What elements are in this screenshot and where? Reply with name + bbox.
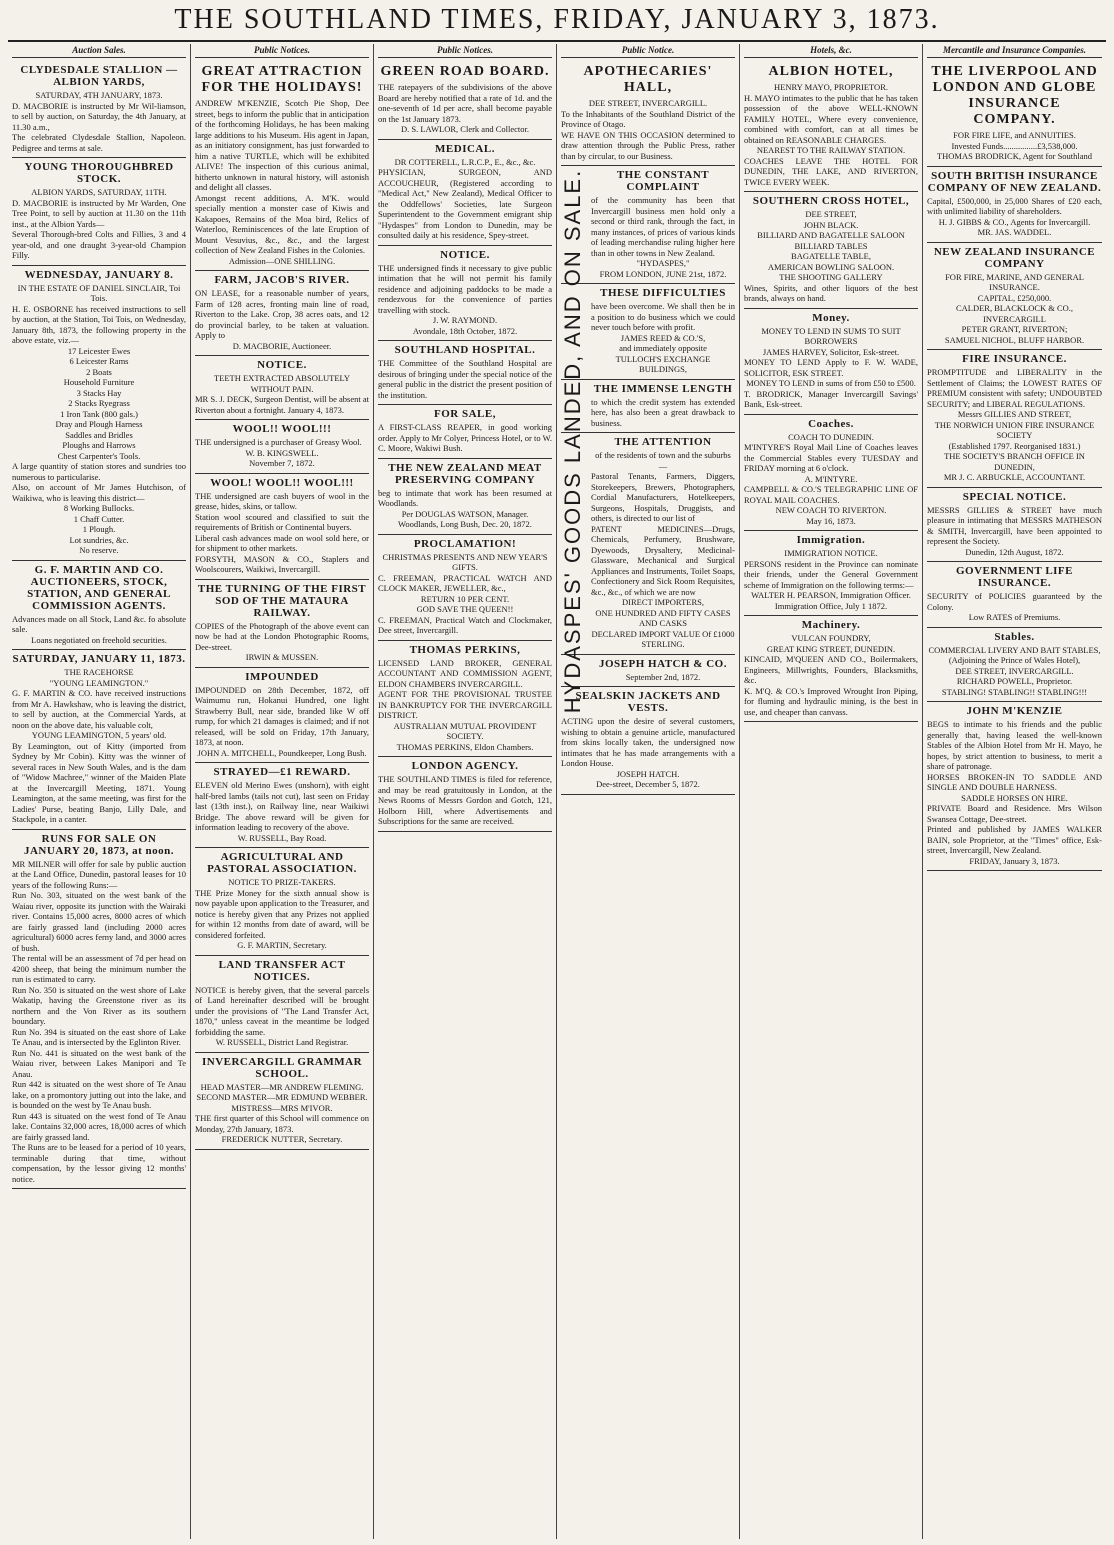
advertisement-line: MONEY TO LEND Apply to F. W. WADE, SOLICITOR, ESK STREET. bbox=[744, 357, 918, 378]
advertisement-line: DEE STREET, INVERCARGILL. bbox=[955, 665, 1074, 676]
advertisement-line: THE Committee of the Southland Hospital are desirous of bringing under the special notice of the general public in the district the present position of the institution. bbox=[378, 358, 552, 400]
advertisement-line: Capital, £500,000, in 25,000 Shares of £20 each, with unlimited liability of shareholders. bbox=[927, 195, 1102, 216]
advertisement-title: WOOL!! WOOL!!! bbox=[232, 423, 332, 435]
advertisement bbox=[12, 61, 186, 158]
advertisement-line: Per DOUGLAS WATSON, Manager. bbox=[401, 508, 529, 519]
advertisement-line: MR. JAS. WADDEL. bbox=[977, 227, 1052, 237]
advertisement-line: The rental will be an assessment of 7d per head on 4200 sheep, that being the minimum number the run is estimated to carry. bbox=[12, 953, 186, 984]
advertisement bbox=[744, 531, 918, 616]
advertisement-line: 6 Leicester Rams bbox=[69, 356, 129, 366]
advertisement-title: THE TURNING OF THE FIRST SOD OF THE MATAURA RAILWAY. bbox=[197, 582, 367, 619]
advertisement-line: FROM LONDON, JUNE 21st, 1872. bbox=[599, 268, 727, 279]
advertisement-line: H. MAYO intimates to the public that he has taken possession of the above WELL-KNOWN FAMILY HOTEL, Where every convenience, combined with comfort, can at all times be obtained on REASONABLE CHARGES. bbox=[744, 92, 918, 145]
advertisement-line: THE undersigned is a purchaser of Greasy Wool. bbox=[195, 437, 362, 447]
advertisement-line: W. RUSSELL, Bay Road. bbox=[237, 832, 327, 843]
advertisement-line: STABLING! STABLING!! STABLING!!! bbox=[941, 686, 1088, 697]
advertisement-line: "YOUNG LEAMINGTON." bbox=[49, 677, 149, 688]
advertisement-title: SOUTHERN CROSS HOTEL, bbox=[752, 195, 910, 207]
advertisement bbox=[744, 192, 918, 309]
advertisement bbox=[195, 1053, 369, 1150]
advertisement bbox=[378, 757, 552, 832]
column-5 bbox=[740, 44, 923, 1539]
advertisement-line: 1 Chaff Cutter. bbox=[73, 513, 125, 524]
advertisement-line: AGENT FOR THE PROVISIONAL TRUSTEE IN BANKRUPTCY FOR THE INVERCARGILL DISTRICT. bbox=[378, 689, 552, 720]
advertisement-line: The celebrated Clydesdale Stallion, Napoleon. Pedigree and terms at sale. bbox=[12, 132, 186, 153]
advertisement-line: Dee-street, December 5, 1872. bbox=[596, 779, 700, 789]
advertisement-line: JAMES HARVEY, Solicitor, Esk-street. bbox=[762, 346, 900, 357]
advertisement-line: WALTER H. PEARSON, Immigration Officer. bbox=[751, 590, 911, 600]
advertisement-line: THE ratepayers of the subdivisions of the above Board are hereby notified that a rate of 1d. and the one-seventh of 1d per acre, shall become payable on the 1st January 1873. bbox=[378, 82, 552, 124]
advertisement-line: CAPITAL, £250,000. bbox=[977, 292, 1052, 303]
advertisement-line: THE SOCIETY'S BRANCH OFFICE IN DUNEDIN, bbox=[944, 451, 1085, 472]
advertisement-line: MR S. J. DECK, Surgeon Dentist, will be absent at Riverton about a fortnight. January 4, 1873. bbox=[195, 394, 369, 415]
advertisement-line: Lot sundries, &c. bbox=[69, 534, 129, 545]
advertisement-line: CALDER, BLACKLOCK & CO., INVERCARGILL bbox=[955, 303, 1074, 324]
advertisement-line: Loans negotiated on freehold securities. bbox=[31, 634, 167, 645]
advertisement-title: JOHN M'KENZIE bbox=[966, 705, 1063, 717]
advertisement-title: Immigration. bbox=[796, 534, 866, 546]
advertisement-title: MEDICAL. bbox=[435, 142, 495, 155]
advertisement-title: THESE DIFFICULTIES bbox=[600, 287, 726, 299]
advertisement-line: A. M'INTYRE. bbox=[804, 473, 858, 484]
advertisement-line: Household Furniture bbox=[63, 377, 135, 387]
advertisement-line: The Runs are to be leased for a period of 10 years, terminable during that time, without compensation, by the lessor giving 12 months' notice. bbox=[12, 1142, 186, 1184]
advertisement-line: 17 Leicester Ewes bbox=[67, 345, 131, 356]
advertisement-line: THOMAS PERKINS, Eldon Chambers. bbox=[396, 741, 534, 752]
advertisement-title: Stables. bbox=[994, 630, 1035, 643]
advertisement-line: DEE STREET, bbox=[805, 209, 857, 219]
advertisement-line: MONEY TO LEND IN SUMS TO SUIT BORROWERS bbox=[761, 325, 901, 346]
advertisement bbox=[561, 433, 735, 655]
column-heading: Auction Sales. bbox=[12, 44, 186, 58]
advertisement-line: D. MACBORIE, Auctioneer. bbox=[232, 340, 332, 351]
column-heading: Public Notice. bbox=[561, 44, 735, 58]
advertisement-line: AUSTRALIAN MUTUAL PROVIDENT SOCIETY. bbox=[393, 720, 537, 741]
advertisement-line: 2 Stacks Ryegrass bbox=[68, 398, 130, 408]
advertisement bbox=[927, 243, 1102, 351]
advertisement-title: APOTHECARIES' HALL, bbox=[583, 64, 713, 95]
advertisement-title: WEDNESDAY, JANUARY 8. bbox=[24, 268, 174, 281]
advertisement-line: CHRISTMAS PRESENTS AND NEW YEAR'S GIFTS. bbox=[382, 551, 548, 572]
advertisement-line: Messrs GILLIES AND STREET, bbox=[957, 409, 1072, 419]
advertisement-line: NEAREST TO THE RAILWAY STATION. bbox=[756, 145, 906, 155]
advertisement-line: JAMES REED & CO.'S, bbox=[620, 332, 706, 343]
column-heading: Mercantile and Insurance Companies. bbox=[927, 44, 1102, 58]
advertisement-line: COPIES of the Photograph of the above event can now be had at the London Photographic Rooms, Dee-street. bbox=[195, 620, 369, 652]
newspaper-masthead: THE SOUTHLAND TIMES, FRIDAY, JANUARY 3, 1873. bbox=[8, 0, 1106, 42]
advertisement-title: NOTICE. bbox=[257, 359, 307, 371]
advertisement-line: M'INTYRE'S Royal Mail Line of Coaches leaves the Commercial Stables every TUESDAY and FRIDAY morning at 6 o'clock. bbox=[744, 442, 918, 473]
advertisement-line: D. MACBORIE is instructed by Mr Warden, One Tree Point, to sell by auction at 11.30 on the 11th inst., at the Albion Yards— bbox=[12, 197, 186, 229]
advertisement-title: THE NEW ZEALAND MEAT PRESERVING COMPANY bbox=[388, 461, 542, 486]
advertisement-line: C. FREEMAN, Practical Watch and Clockmaker, Dee street, Invercargill. bbox=[378, 614, 552, 635]
advertisement bbox=[927, 562, 1102, 628]
advertisement-line: ELEVEN old Merino Ewes (unshorn), with eight half-bred lambs (tails not cut), last seen on Friday last (13th inst.), on Railway line, near Waikiwi Bridge. The above reward will be given for information leading to recovery of the above. bbox=[195, 780, 369, 832]
advertisement-line: MESSRS GILLIES & STREET have much pleasure in intimating that MESSRS MATHESON & SMITH, Invercargill, have been appointed to represent the Society. bbox=[927, 504, 1102, 546]
advertisement bbox=[195, 271, 369, 356]
advertisement bbox=[927, 167, 1102, 243]
advertisement-line: GOD SAVE THE QUEEN!! bbox=[416, 604, 514, 614]
advertisement-line: MR J. C. ARBUCKLE, ACCOUNTANT. bbox=[943, 472, 1086, 482]
advertisement bbox=[744, 415, 918, 532]
advertisement-line: COACHES LEAVE THE HOTEL FOR DUNEDIN, THE LAKE, AND RIVERTON, TWICE EVERY WEEK. bbox=[744, 155, 918, 187]
advertisement-line: SATURDAY, 4TH JANUARY, 1873. bbox=[35, 90, 163, 100]
advertisement-line: NOTICE is hereby given, that the several parcels of Land hereinafter described will be brought under the provisions of "The Land Transfer Act, 1870," unless caveat in the meantime be lodged forbidding the same. bbox=[195, 984, 369, 1037]
advertisement-title: THOMAS PERKINS, bbox=[409, 643, 521, 656]
advertisement-line: JOHN BLACK. bbox=[803, 219, 859, 230]
advertisement bbox=[378, 641, 552, 758]
advertisement-line: May 16, 1873. bbox=[806, 515, 856, 526]
advertisement-line: PRIVATE Board and Residence. Mrs Wilson Swansea Cottage, Dee-street. bbox=[927, 803, 1102, 824]
advertisement-line: D. S. LAWLOR, Clerk and Collector. bbox=[401, 124, 529, 134]
advertisement-line: D. MACBORIE is instructed by Mr Wil-liamson, to sell by auction, on Saturday, the 4th January, at 11.30 a.m., bbox=[12, 100, 186, 132]
advertisement-line: LICENSED LAND BROKER, GENERAL ACCOUNTANT AND COMMISSION AGENT, ELDON CHAMBERS INVERCARGILL. bbox=[378, 657, 552, 689]
advertisement-title: SATURDAY, JANUARY 11, 1873. bbox=[12, 653, 186, 665]
advertisement-line: MONEY TO LEND in sums of from £50 to £500. bbox=[746, 378, 916, 388]
advertisement-line: ONE HUNDRED AND FIFTY CASES AND CASKS bbox=[595, 607, 731, 628]
advertisement bbox=[195, 580, 369, 668]
advertisement-line: Printed and published by JAMES WALKER BAIN, sole Proprietor, at the "Times" office, Esk-street, Invercargill, New Zealand. bbox=[927, 824, 1102, 855]
advertisement-line: ACTING upon the desire of several customers, wishing to obtain a genuine article, manufactured from skins locally taken, the undersigned now intimates that he has made arrangements with a London House. bbox=[561, 716, 735, 768]
advertisement-line: THE SOUTHLAND TIMES is filed for reference, and may be read gratuitously in London, at the News Rooms of Messrs Gordon and Gotch, 121, Holborn Hill, where Advertisements and Subscriptions for the same are received. bbox=[378, 774, 552, 826]
columns-container bbox=[8, 44, 1106, 1539]
advertisement-line: September 2nd, 1872. bbox=[625, 671, 701, 682]
advertisement-line: Amongst recent additions, A. M'K. would specially mention a monster case of Kiwis and Kakapoes, Remains of the Moa bird, Relics of Waterloo, Reminiscences of the late Eruption of Mount Vesuvius, &c., &c., and the largest collection of New Zealand Fishes in the Colonies. bbox=[195, 192, 369, 255]
advertisement-line: THE NORWICH UNION FIRE INSURANCE SOCIETY bbox=[934, 419, 1095, 440]
advertisement-line: SAMUEL NICHOL, BLUFF HARBOR. bbox=[944, 334, 1085, 345]
advertisement-title: ALBION HOTEL, bbox=[768, 64, 894, 79]
advertisement-line: Run No. 441 is situated on the west bank of the Waiau river, between Lakes Manipori and Te Anau. bbox=[12, 1047, 186, 1079]
advertisement-title: JOSEPH HATCH & CO. bbox=[599, 657, 727, 670]
advertisement-line: "HYDASPES," bbox=[636, 258, 690, 268]
advertisement-line: PROMPTITUDE and LIBERALITY in the Settlement of Claims; the LOWEST RATES OF PREMIUM consistent with safety; UNDOUBTED SECURITY; and LIBERAL REGULATIONS. bbox=[927, 367, 1102, 409]
advertisement-line: NEW COACH TO RIVERTON. bbox=[775, 505, 887, 515]
advertisement bbox=[927, 350, 1102, 488]
vertical-banner bbox=[559, 61, 587, 821]
advertisement-line: 1 Iron Tank (800 gals.) bbox=[60, 408, 138, 419]
advertisement-line: RICHARD POWELL, Proprietor. bbox=[956, 676, 1073, 686]
advertisement-line: COACH TO DUNEDIN. bbox=[788, 431, 874, 442]
advertisement bbox=[378, 246, 552, 342]
advertisement-line: FOR FIRE LIFE, and ANNUITIES. bbox=[953, 130, 1076, 140]
advertisement-line: Dray and Plough Harness bbox=[55, 419, 143, 429]
advertisement bbox=[195, 474, 369, 580]
advertisement-line: of the residents of town and the suburbs— bbox=[595, 450, 731, 471]
advertisement-line: Run No. 303, situated on the west bank of the Waiau river, opposite its junction with the Wairaki river. Contains 15,000 acres, 8000 acres of which are fairly grassed land (including 2000 acres agricultural) 6000 acres ferny land, and 3000 acres of bush. bbox=[12, 890, 186, 953]
advertisement-line: Ploughs and Harrows bbox=[62, 440, 136, 450]
advertisement-title: THE IMMENSE LENGTH bbox=[593, 382, 733, 395]
advertisement-line: J. W. RAYMOND. bbox=[432, 315, 498, 325]
advertisement-line: VULCAN FOUNDRY, bbox=[791, 633, 871, 643]
advertisement-line: Admission—ONE SHILLING. bbox=[228, 255, 336, 266]
advertisement-title: LONDON AGENCY. bbox=[411, 760, 519, 772]
advertisement-title: IMPOUNDED bbox=[245, 670, 319, 683]
advertisement-line: BEGS to intimate to his friends and the public generally that, having leased the well-known Stables of the Albion Hotel from Mr H. Mayo, he hopes, by strict attention to business, to merit a share of patronage. bbox=[927, 719, 1102, 771]
advertisement-line: To the Inhabitants of the Southland District of the Province of Otago. bbox=[561, 108, 735, 129]
advertisement bbox=[744, 309, 918, 415]
advertisement-line: Station wool scoured and classified to suit the requirements of British or Continental buyers. bbox=[195, 511, 369, 532]
advertisement-line: DEE STREET, INVERCARGILL. bbox=[588, 98, 708, 108]
advertisement-line: to which the credit system has extended here, has also been a great drawback to business. bbox=[591, 396, 735, 428]
advertisement-line: DIRECT IMPORTERS, bbox=[622, 597, 704, 607]
advertisement bbox=[561, 166, 735, 284]
advertisement-line: Pastoral Tenants, Farmers, Diggers, Storekeepers, Brewers, Photographers, Cordial Manufacturers, Hotelkeepers, Surgeons, Hospitals, Druggists, and others, is directed to our list of bbox=[591, 471, 735, 523]
column-heading: Public Notices. bbox=[195, 44, 369, 58]
advertisement-line: HEAD MASTER—MR ANDREW FLEMING. bbox=[200, 1081, 364, 1092]
advertisement-line: Liberal cash advances made on wool sold here, or for shipment to other markets. bbox=[195, 532, 369, 553]
advertisement-line: A FIRST-CLASS REAPER, in good working order. Apply to Mr Colyer, Princess Hotel, or to W. C. Moore, Wakiwi Bush. bbox=[378, 422, 552, 453]
advertisement-line: IMPOUNDED on 28th December, 1872, off Waimumu run, Hokanui Hundred, one light Strawberry Bull, near side, branded like W off rump, for which 21 damages is claimed; and if not released, will be sold on Friday, 17th January, 1873, at noon. bbox=[195, 684, 369, 747]
advertisement-line: Dunedin, 12th August, 1872. bbox=[965, 546, 1064, 557]
advertisement-title: THE ATTENTION bbox=[614, 436, 712, 448]
advertisement-line: Invested Funds................£3,538,000. bbox=[951, 140, 1078, 151]
advertisement-title: GREEN ROAD BOARD. bbox=[380, 64, 550, 79]
advertisement-line: SADDLE HORSES ON HIRE. bbox=[961, 792, 1068, 803]
advertisement bbox=[378, 405, 552, 459]
advertisement-line: THE Prize Money for the sixth annual show is now payable upon application to the Treasurer, and notice is hereby given that any Prizes not applied for within 12 months from date of award, will be considered forfeited. bbox=[195, 887, 369, 940]
advertisement-title: THE CONSTANT COMPLAINT bbox=[616, 169, 710, 193]
advertisement-line: 8 Working Bullocks. bbox=[63, 503, 135, 513]
advertisement bbox=[195, 848, 369, 956]
advertisement-title: SPECIAL NOTICE. bbox=[962, 490, 1067, 503]
advertisement-line: NOTICE TO PRIZE-TAKERS. bbox=[228, 877, 336, 887]
advertisement-line: G. F. MARTIN & CO. have received instructions from Mr A. Hawkshaw, who is leaving the district, to sell by auction, at the Commercial Yards, at noon on the above date, his valuable colt, bbox=[12, 688, 186, 730]
advertisement bbox=[378, 459, 552, 535]
advertisement bbox=[927, 628, 1102, 703]
advertisement-line: Chest Carpenter's Tools. bbox=[57, 450, 141, 461]
advertisement-line: H. E. OSBORNE has received instructions to sell by auction, at the Station, Toi Tois, on Wednesday, January 8th, 1873, the following property in the above estate, viz.— bbox=[12, 303, 186, 345]
vertical-banner-text: HYDASPES' GOODS LANDED, AND ON SALE. bbox=[560, 168, 586, 714]
advertisement-title: NOTICE. bbox=[440, 248, 490, 261]
advertisement-line: A large quantity of station stores and sundries too numerous to particularise. bbox=[12, 461, 186, 482]
advertisement-line: 2 Boats bbox=[86, 366, 112, 377]
advertisement-line: PATENT MEDICINES—Drugs, Chemicals, Perfumery, Brushware, Dyewoods, Drysaltery, Medicinal-Glassware, Mechanical and Surgical Appliances and Instruments, Toilet Soaps, Confectionery and Sick Room Requisites, &c., &c., of which we are now bbox=[591, 523, 735, 597]
column-heading: Hotels, &c. bbox=[744, 44, 918, 58]
advertisement-line: MR MILNER will offer for sale by public auction at the Land Office, Dunedin, pastoral leases for 10 years of the following Runs:— bbox=[12, 858, 186, 890]
advertisement-title: CLYDESDALE STALLION — ALBION YARDS, bbox=[20, 64, 178, 88]
advertisement-line: HENRY MAYO, PROPRIETOR. bbox=[774, 82, 888, 92]
advertisement-line: TEETH EXTRACTED ABSOLUTELY WITHOUT PAIN. bbox=[213, 373, 351, 394]
advertisement bbox=[744, 616, 918, 722]
advertisement-line: DECLARED IMPORT VALUE Of £1000 STERLING. bbox=[591, 628, 735, 649]
column-6 bbox=[923, 44, 1106, 1539]
advertisement-title: G. F. MARTIN AND CO. AUCTIONEERS, STOCK, STATION, AND GENERAL COMMISSION AGENTS. bbox=[27, 563, 171, 612]
advertisement-line: IMMIGRATION NOTICE. bbox=[784, 548, 878, 558]
advertisement-line: IN THE ESTATE OF DANIEL SINCLAIR, Toi Tois. bbox=[17, 282, 181, 303]
advertisement bbox=[12, 650, 186, 830]
advertisement-title: STRAYED—£1 REWARD. bbox=[213, 766, 351, 778]
advertisement bbox=[561, 284, 735, 380]
advertisement-title: LAND TRANSFER ACT NOTICES. bbox=[218, 958, 346, 983]
advertisement-line: DR COTTERELL, L.R.C.P., E., &c., &c. bbox=[394, 156, 536, 167]
advertisement-line: Avondale, 18th October, 1872. bbox=[412, 325, 518, 336]
advertisement-line: FREDERICK NUTTER, Secretary. bbox=[221, 1134, 343, 1144]
column-2 bbox=[191, 44, 374, 1539]
advertisement bbox=[744, 61, 918, 192]
advertisement-line: beg to intimate that work has been resumed at Woodlands. bbox=[378, 487, 552, 508]
advertisement bbox=[195, 668, 369, 764]
advertisement-line: Immigration Office, July 1 1872. bbox=[774, 600, 888, 611]
advertisement-line: No reserve. bbox=[79, 545, 119, 555]
advertisement-line: FRIDAY, January 3, 1873. bbox=[969, 855, 1060, 866]
advertisement-line: WE HAVE ON THIS OCCASION determined to draw attention through the Public Press, rather than by circular, to our Business. bbox=[561, 129, 735, 161]
advertisement-line: 3 Stacks Hay bbox=[76, 387, 122, 398]
advertisement-title: PROCLAMATION! bbox=[413, 537, 517, 550]
advertisement-title: Money. bbox=[812, 311, 850, 324]
advertisement-line: RETURN 10 PER CENT. bbox=[420, 593, 510, 604]
advertisement bbox=[12, 158, 186, 266]
advertisement-line: GREAT KING STREET, DUNEDIN. bbox=[766, 643, 896, 654]
advertisement-line: BAGATELLE TABLE, bbox=[791, 251, 871, 261]
advertisement-line: JOSEPH HATCH. bbox=[616, 768, 680, 779]
advertisement-title: NEW ZEALAND INSURANCE COMPANY bbox=[933, 245, 1096, 270]
advertisement-line: FOR FIRE, MARINE, AND GENERAL INSURANCE. bbox=[945, 271, 1084, 292]
advertisement-line: KINCAID, M'QUEEN AND CO., Boilermakers, Engineers, Millwrights, Founders, Blacksmiths, &c. bbox=[744, 654, 918, 685]
advertisement-line: AMERICAN BOWLING SALOON. bbox=[767, 261, 895, 272]
advertisement-line: (Adjoining the Prince of Wales Hotel), bbox=[948, 655, 1081, 665]
advertisement-line: H. J. GIBBS & CO., Agents for Invercargill. bbox=[938, 216, 1091, 227]
advertisement-title: GREAT ATTRACTION FOR THE HOLIDAYS! bbox=[201, 64, 363, 95]
advertisement-line: By Leamington, out of Kitty (imported from Sydney by Mr Cobin). Kitty was the winner of several races in New South Wales, and is the dam of "Widow Machree," winner of the Maiden Plate at the Invercargill Meeting, 1871. Young Leamington, at the same meeting, was first for the Ladies' Purse, beating Banjo, Lilly Dale, and Stackpole, in a canter. bbox=[12, 740, 186, 824]
column-1 bbox=[8, 44, 191, 1539]
advertisement bbox=[195, 763, 369, 848]
advertisement-line: THE first quarter of this School will commence on Monday, 27th January, 1873. bbox=[195, 1113, 369, 1134]
advertisement-line: Several Thorough-bred Colts and Fillies, 3 and 4 year-old, and one draught 3-year-old Champion Filly. bbox=[12, 229, 186, 260]
advertisement bbox=[561, 655, 735, 688]
advertisement-line: K. M'Q. & CO.'s Improved Wrought Iron Piping, for fluming and hydraulic mining, is the best in use, and cheaper than canvass. bbox=[744, 685, 918, 717]
advertisement-title: FIRE INSURANCE. bbox=[962, 353, 1067, 365]
column-heading: Public Notices. bbox=[378, 44, 552, 58]
advertisement-line: TULLOCH'S EXCHANGE BUILDINGS, bbox=[615, 353, 711, 374]
advertisement-line: CAMPBELL & CO.'S TELEGRAPHIC LINE OF ROYAL MAIL COACHES. bbox=[744, 484, 918, 505]
advertisement bbox=[378, 61, 552, 140]
advertisement-line: T. BRODRICK, Manager Invercargill Savings' Bank, Esk-street. bbox=[744, 388, 918, 409]
advertisement-line: ON LEASE, for a reasonable number of years, Farm of 128 acres, fronting main line of road, Riverton to the Lake. Crop, 38 acres oats, and 12 do provincial barley, to be taken at valuation. Apply to bbox=[195, 288, 369, 340]
advertisement-line: SECURITY of POLICIES guaranteed by the Colony. bbox=[927, 591, 1102, 612]
advertisement-title: YOUNG THOROUGHBRED STOCK. bbox=[24, 161, 174, 185]
advertisement-title: GOVERNMENT LIFE INSURANCE. bbox=[955, 565, 1073, 589]
advertisement-line: have been overcome. We shall then be in a position to do business which we could never touch before with profit. bbox=[591, 301, 735, 332]
advertisement-line: Run No. 350 is situated on the west shore of Lake Wakatip, having the Greenstone river as its northern and the Von River as its southern boundary. bbox=[12, 984, 186, 1026]
advertisement-line: of the community has been that Invercargill business men hold only a second or third rank, through the fact, in many instances, of prices of various kinds of leading merchandise ruling higher here than in other towns in New Zealand. bbox=[591, 195, 735, 258]
advertisement-line: IRWIN & MUSSEN. bbox=[245, 652, 319, 662]
advertisement-line: Also, on account of Mr James Hutchison, of Waikiwa, who is leaving this district— bbox=[12, 482, 186, 503]
advertisement-title: SOUTHLAND HOSPITAL. bbox=[394, 344, 536, 356]
advertisement-title: FARM, JACOB'S RIVER. bbox=[214, 274, 350, 286]
advertisement-title: AGRICULTURAL AND PASTORAL ASSOCIATION. bbox=[207, 851, 357, 875]
advertisement bbox=[927, 488, 1102, 563]
advertisement-line: THOMAS BRODRICK, Agent for Southland bbox=[936, 151, 1093, 161]
advertisement bbox=[195, 420, 369, 474]
advertisement-line: COMMERCIAL LIVERY AND BAIT STABLES, bbox=[928, 644, 1101, 655]
advertisement bbox=[561, 687, 735, 795]
advertisement-line: Woodlands, Long Bush, Dec. 20, 1872. bbox=[398, 519, 532, 529]
advertisement-title: SOUTH BRITISH INSURANCE COMPANY OF NEW ZEALAND. bbox=[927, 169, 1102, 194]
advertisement-line: PHYSICIAN, SURGEON, AND ACCOUCHEUR, (Registered according to "Medical Act," New Zealand), Medical Officer to the Oddfellows' Societies, late Surgeon Superintendent to the Government emigrant ship "Hydaspes" from London to Dunedin, may be consulted daily at his residence, Spey-street. bbox=[378, 167, 552, 240]
advertisement-line: W. RUSSELL, District Land Registrar. bbox=[215, 1037, 349, 1047]
advertisement-title: SEALSKIN JACKETS AND VESTS. bbox=[575, 690, 721, 714]
advertisement-line: C. FREEMAN, PRACTICAL WATCH AND CLOCK MAKER, JEWELLER, &c., bbox=[378, 572, 552, 593]
advertisement-line: and immediately opposite bbox=[619, 343, 707, 353]
advertisement bbox=[195, 956, 369, 1053]
advertisement bbox=[378, 535, 552, 641]
advertisement-line: Run 443 is situated on the west fond of Te Anau lake. Contains 32,000 acres, 18,000 acres of which are fairly grassed land. bbox=[12, 1110, 186, 1142]
advertisement bbox=[378, 140, 552, 246]
advertisement-title: INVERCARGILL GRAMMAR SCHOOL. bbox=[201, 1055, 363, 1080]
advertisement-line: SECOND MASTER—MR EDMUND WEBBER. bbox=[196, 1092, 368, 1102]
advertisement-line: THE SHOOTING GALLERY bbox=[779, 272, 883, 282]
advertisement-line: MISTRESS—MRS M'IVOR. bbox=[231, 1102, 333, 1113]
advertisement-title: Coaches. bbox=[808, 417, 854, 430]
advertisement bbox=[12, 830, 186, 1190]
advertisement-title: WOOL! WOOL!! WOOL!!! bbox=[210, 476, 354, 489]
advertisement-line: Wines, Spirits, and other liquors of the best brands, always on hand. bbox=[744, 282, 918, 303]
advertisement-title: THE LIVERPOOL AND LONDON AND GLOBE INSURANCE COMPANY. bbox=[931, 64, 1098, 127]
advertisement bbox=[12, 561, 186, 651]
advertisement-line: ANDREW M'KENZIE, Scotch Pie Shop, Dee street, begs to inform the public that in anticipation of the forthcoming Holidays, he has been making large additions to his Museum. His agent in Japan, as an initiatory consignment, has just forwarded to him a native TURTLE, which will be exhibited ALIVE! The inspection of this curious animal, hitherto unknown in natural history, will astonish and delight all classes. bbox=[195, 98, 369, 192]
advertisement-line: THE undersigned finds it necessary to give public intimation that he will not permit his family residence and adjoining paddocks to be made a rendezvous for the convenience of parties travelling with stock. bbox=[378, 262, 552, 315]
advertisement-title: Machinery. bbox=[801, 619, 861, 631]
advertisement bbox=[12, 266, 186, 561]
advertisement bbox=[927, 702, 1102, 871]
advertisement-title: RUNS FOR SALE ON JANUARY 20, 1873, at noon. bbox=[23, 832, 175, 857]
advertisement-line: G. F. MARTIN, Secretary. bbox=[237, 940, 327, 950]
advertisement-line: PERSONS resident in the Province can nominate their friends, under the General Government scheme of Immigration on the following terms:— bbox=[744, 558, 918, 590]
advertisement-line: (Established 1797. Reorganised 1831.) bbox=[948, 440, 1081, 451]
advertisement bbox=[195, 356, 369, 420]
advertisement-line: Run 442 is situated on the west shore of Te Anau lake, on a promontory jutting out into the lake, and is bounded on the west by Te Anau bush. bbox=[12, 1079, 186, 1110]
advertisement-line: ALBION YARDS, SATURDAY, 11TH. bbox=[31, 187, 167, 197]
advertisement bbox=[927, 61, 1102, 167]
advertisement bbox=[195, 61, 369, 271]
advertisement-line: BILLIARD AND BAGATELLE SALOON bbox=[757, 230, 905, 240]
advertisement bbox=[561, 61, 735, 166]
advertisement-line: November 7, 1872. bbox=[249, 458, 315, 468]
advertisement-line: W. B. KINGSWELL. bbox=[245, 447, 319, 458]
advertisement-line: Saddles and Bridles bbox=[65, 429, 133, 440]
column-4 bbox=[557, 44, 740, 1539]
advertisement-line: Advances made on all Stock, Land &c. fo absolute sale. bbox=[12, 613, 186, 634]
advertisement-line: THE RACEHORSE bbox=[64, 667, 134, 677]
advertisement-line: PETER GRANT, RIVERTON; bbox=[961, 324, 1068, 334]
advertisement-line: HORSES BROKEN-IN TO SADDLE AND SINGLE AND DOUBLE HARNESS. bbox=[927, 771, 1102, 792]
advertisement-title: FOR SALE, bbox=[434, 408, 496, 420]
column-3 bbox=[374, 44, 557, 1539]
advertisement bbox=[378, 341, 552, 405]
advertisement-line: 1 Plough. bbox=[82, 524, 116, 534]
advertisement-line: THE undersigned are cash buyers of wool in the grease, hides, skins, or tallow. bbox=[195, 490, 369, 511]
advertisement-line: JOHN A. MITCHELL, Poundkeeper, Long Bush. bbox=[197, 747, 367, 758]
advertisement bbox=[561, 380, 735, 434]
advertisement-line: YOUNG LEAMINGTON, 5 years' old. bbox=[31, 730, 167, 740]
advertisement-line: Run No. 394 is situated on the east shore of Lake Te Anau, and is intersected by the Eglinton River. bbox=[12, 1026, 186, 1047]
advertisement-line: BILLIARD TABLES bbox=[794, 240, 868, 251]
advertisement-line: Low RATES of Premiums. bbox=[968, 612, 1061, 622]
advertisement-line: FORSYTH, MASON & CO., Staplers and Woolscourers, Waikiwi, Invercargill. bbox=[195, 553, 369, 574]
